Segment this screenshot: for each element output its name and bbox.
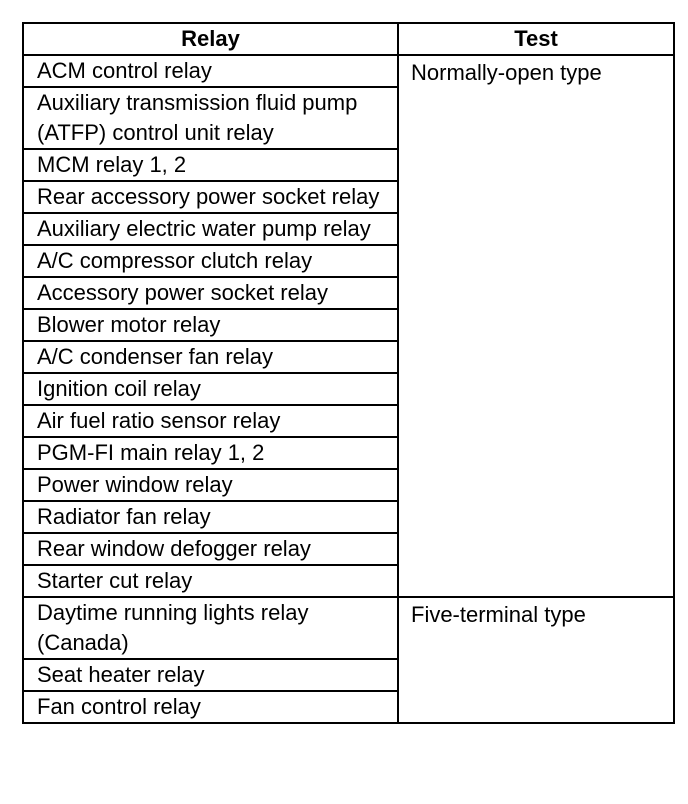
relay-name-cell: Accessory power socket relay xyxy=(23,277,398,309)
table-row xyxy=(23,55,674,87)
relay-name-cell: Rear accessory power socket relay xyxy=(23,181,398,213)
relay-name-cell: MCM relay 1, 2 xyxy=(23,149,398,181)
relay-name-cell: Blower motor relay xyxy=(23,309,398,341)
test-type-cell: Five-terminal type xyxy=(398,597,674,723)
relay-name-cell: ACM control relay xyxy=(23,55,398,87)
relay-test-table xyxy=(22,22,675,724)
test-type-cell: Normally-open type xyxy=(398,55,674,597)
relay-name-cell: Seat heater relay xyxy=(23,659,398,691)
relay-name-cell: Air fuel ratio sensor relay xyxy=(23,405,398,437)
relay-name-cell: Auxiliary electric water pump relay xyxy=(23,213,398,245)
relay-name-cell: Rear window defogger relay xyxy=(23,533,398,565)
relay-name-cell: Power window relay xyxy=(23,469,398,501)
relay-name-cell: Radiator fan relay xyxy=(23,501,398,533)
relay-name-cell: Daytime running lights relay (Canada) xyxy=(23,597,398,659)
relay-name-cell: Auxiliary transmission fluid pump (ATFP) control unit relay xyxy=(23,87,398,149)
relay-name-cell: A/C compressor clutch relay xyxy=(23,245,398,277)
relay-name-cell: Ignition coil relay xyxy=(23,373,398,405)
relay-column-header: Relay xyxy=(23,23,398,55)
test-column-header: Test xyxy=(398,23,674,55)
table-row xyxy=(23,597,674,659)
relay-name-cell: Fan control relay xyxy=(23,691,398,723)
relay-name-cell: Starter cut relay xyxy=(23,565,398,597)
table-header-row xyxy=(23,23,674,55)
relay-name-cell: A/C condenser fan relay xyxy=(23,341,398,373)
relay-name-cell: PGM-FI main relay 1, 2 xyxy=(23,437,398,469)
